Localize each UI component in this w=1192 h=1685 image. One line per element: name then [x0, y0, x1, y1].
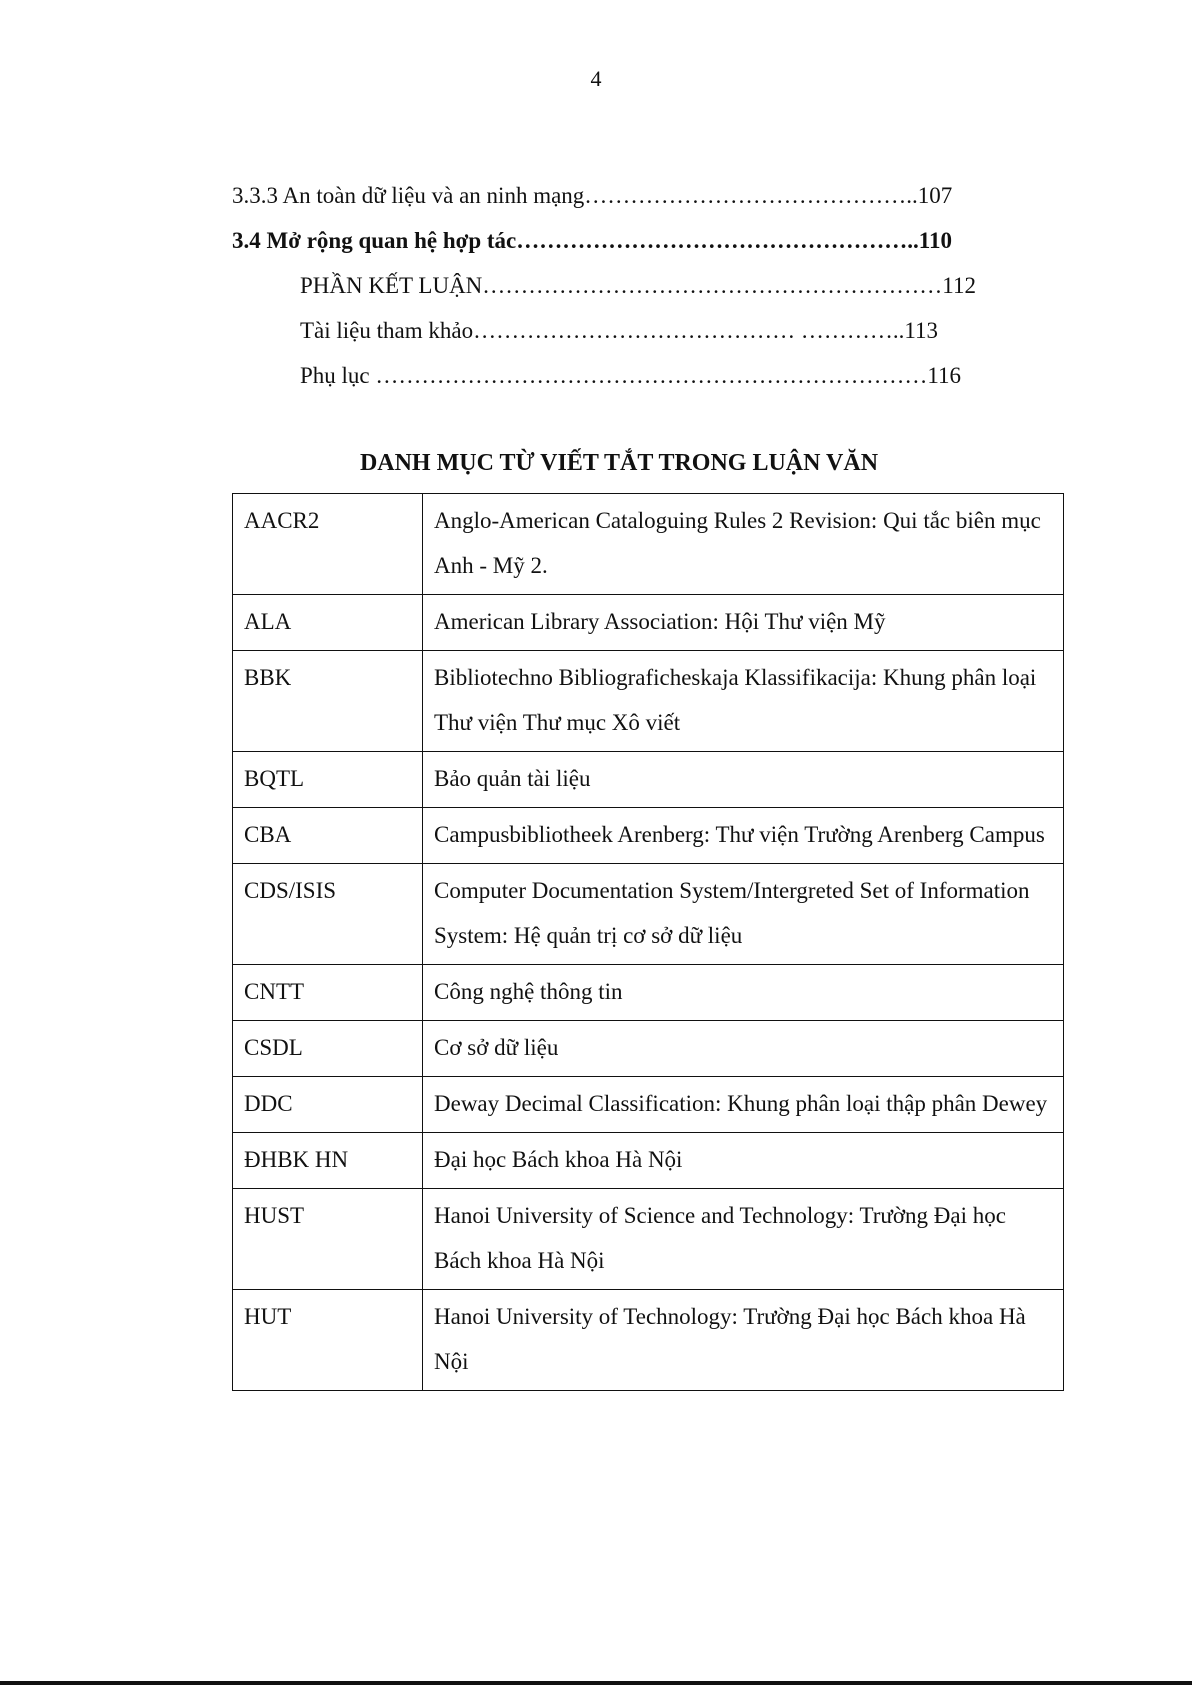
page-number: 4	[590, 66, 602, 91]
toc-entry-text: 3.4 Mở rộng quan hệ hợp tác……………………………………………..110	[232, 228, 952, 253]
meaning-cell: Cơ sở dữ liệu	[423, 1021, 1064, 1077]
meaning-cell: Đại học Bách khoa Hà Nội	[423, 1133, 1064, 1189]
table-row	[233, 1189, 1064, 1290]
table-row	[233, 864, 1064, 965]
toc-entry-text: Phụ lục ………………………………………………………………116	[300, 363, 962, 388]
abbreviations-table	[232, 493, 1064, 1391]
meaning-cell: Anglo-American Cataloguing Rules 2 Revision: Qui tắc biên mục Anh - Mỹ 2.	[423, 494, 1064, 595]
meaning-cell: Hanoi University of Technology: Trường Đại học Bách khoa Hà Nội	[423, 1290, 1064, 1391]
toc-entry-text: 3.3.3 An toàn dữ liệu và an ninh mạng……………………………………..107	[232, 183, 953, 208]
meaning-cell: Công nghệ thông tin	[423, 965, 1064, 1021]
table-row	[233, 494, 1064, 595]
meaning-cell: Bảo quản tài liệu	[423, 752, 1064, 808]
table-row	[233, 1133, 1064, 1189]
table-row	[233, 1077, 1064, 1133]
abbreviation-cell: HUST	[233, 1189, 423, 1290]
meaning-cell: Computer Documentation System/Intergreted Set of Information System: Hệ quản trị cơ sở dữ liệu	[423, 864, 1064, 965]
meaning-cell: Campusbibliotheek Arenberg: Thư viện Trường Arenberg Campus	[423, 808, 1064, 864]
abbreviation-cell: CSDL	[233, 1021, 423, 1077]
abbreviation-cell: CNTT	[233, 965, 423, 1021]
table-of-contents	[232, 180, 1044, 405]
toc-entry	[232, 315, 1044, 360]
meaning-cell: Bibliotechno Bibliograficheskaja Klassifikacija: Khung phân loại Thư viện Thư mục Xô viết	[423, 651, 1064, 752]
meaning-cell: Deway Decimal Classification: Khung phân loại thập phân Dewey	[423, 1077, 1064, 1133]
abbreviation-cell: ĐHBK HN	[233, 1133, 423, 1189]
abbreviation-cell: BQTL	[233, 752, 423, 808]
abbreviation-cell: AACR2	[233, 494, 423, 595]
abbreviation-cell: HUT	[233, 1290, 423, 1391]
toc-entry	[232, 270, 1044, 315]
table-row	[233, 965, 1064, 1021]
toc-entry	[232, 180, 1044, 225]
abbreviation-cell: CBA	[233, 808, 423, 864]
table-row	[233, 595, 1064, 651]
table-row	[233, 651, 1064, 752]
table-row	[233, 1021, 1064, 1077]
toc-entry	[232, 360, 1044, 405]
abbreviation-cell: BBK	[233, 651, 423, 752]
toc-entry-text: Tài liệu tham khảo…………………………………… …………..113	[300, 318, 938, 343]
table-row	[233, 752, 1064, 808]
abbreviations-heading: DANH MỤC TỪ VIẾT TẮT TRONG LUẬN VĂN	[359, 450, 879, 476]
toc-entry-text: PHẦN KẾT LUẬN……………………………………………………112	[300, 273, 976, 298]
table-row	[233, 1290, 1064, 1391]
table-row	[233, 808, 1064, 864]
meaning-cell: Hanoi University of Science and Technology: Trường Đại học Bách khoa Hà Nội	[423, 1189, 1064, 1290]
page-bottom-rule	[0, 1681, 1192, 1685]
meaning-cell: American Library Association: Hội Thư viện Mỹ	[423, 595, 1064, 651]
abbreviation-cell: ALA	[233, 595, 423, 651]
abbreviation-cell: DDC	[233, 1077, 423, 1133]
toc-entry	[232, 225, 1044, 270]
abbreviation-cell: CDS/ISIS	[233, 864, 423, 965]
